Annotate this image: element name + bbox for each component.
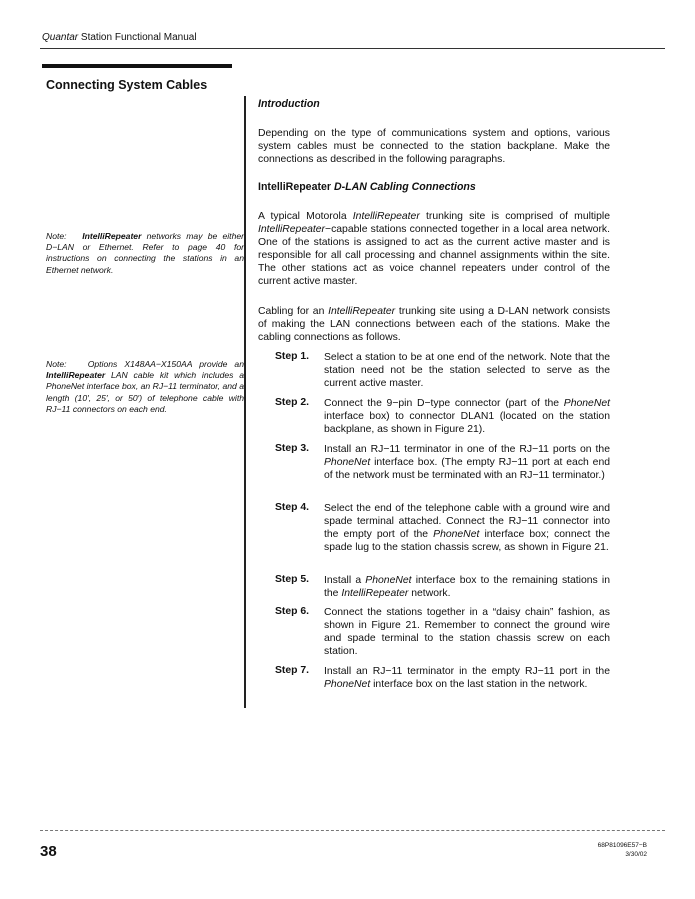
note-text: networks may be either D−LAN or Ethernet. Refer to page 40 for instructions on connecting the stations in an Ethernet network. [46, 231, 244, 275]
section-title: Connecting System Cables [46, 78, 208, 92]
header-title: Station Functional Manual [80, 32, 197, 43]
step-6-text: Connect the stations together in a “daisy chain” fashion, as shown in Figure 21. Remember to connect the ground wire and spade terminal to the station chassis screw on each station. [324, 607, 610, 657]
step-7-label: Step 7. [275, 665, 310, 676]
step-2-text: Connect the 9−pin D−type connector (part of the PhoneNet interface box) to connector DLAN1 (located on the station backplane, as shown in Figure 21). [324, 398, 610, 435]
header-rule [40, 48, 665, 49]
intro-paragraph: Depending on the type of communications system and options, various system cables must be connected to the station backplane. Make the connections as described in the following paragraphs. [258, 128, 610, 165]
column-rule [244, 96, 246, 708]
note-brand: IntelliRepeater [82, 231, 142, 241]
step-4-label: Step 4. [275, 502, 310, 513]
dlan-heading: IntelliRepeater D-LAN Cabling Connections [258, 181, 476, 193]
step-1-text: Select a station to be at one end of the network. Note that the station need not be the station selected to serve as the current active master. [324, 352, 610, 389]
step-3-text: Install an RJ−11 terminator in one of the RJ−11 ports on the PhoneNet interface box. (The empty RJ−11 port at each end of the network must be terminated with an RJ−11 terminator.) [324, 444, 610, 481]
step-4-text: Select the end of the telephone cable with a ground wire and spade terminal attached. Connect the RJ−11 connector into the empty port of the PhoneNet interface box; connect the spade lug to the station chassis screw, as shown in Figure 21. [324, 503, 610, 553]
side-note-network [46, 231, 244, 276]
dlan-paragraph-2: Cabling for an IntelliRepeater trunking site using a D-LAN network consists of making the LAN connections between each of the stations. Make the cabling connections as follows. [258, 306, 611, 343]
footer-rule [40, 830, 665, 832]
dlan-paragraph-1: A typical Motorola IntelliRepeater trunking site is comprised of multiple IntelliRepeater−capable stations connected together in a local area network. One of the stations is assigned to act as the current active master and is responsible for all call processing and channel assignments within the site. The other stations act as voice channel repeaters under control of the current active master. [258, 211, 610, 287]
step-7-text: Install an RJ−11 terminator in the empty RJ−11 port in the PhoneNet interface box on the last station in the network. [324, 666, 610, 690]
doc-number: 68P81096E57−B [597, 842, 647, 849]
section-bar [42, 64, 232, 68]
note-label: Note: [46, 359, 67, 369]
step-3-label: Step 3. [275, 443, 310, 454]
step-1-label: Step 1. [275, 351, 310, 362]
step-5-label: Step 5. [275, 574, 310, 585]
intro-heading: Introduction [258, 98, 320, 110]
note-text: Options X148AA−X150AA provide an [87, 359, 244, 369]
note-label: Note: [46, 231, 67, 241]
doc-date: 3/30/02 [625, 851, 647, 858]
page-number: 38 [40, 843, 57, 860]
side-note-cable-kit [46, 359, 244, 415]
step-5-text: Install a PhoneNet interface box to the remaining stations in the IntelliRepeater network. [324, 575, 611, 599]
note-text-2: LAN cable kit which includes a PhoneNet interface box, an RJ−11 terminator, and a length (10′, 25′, or 50′) of telephone cable with RJ−11 connectors on each end. [46, 370, 245, 414]
note-brand: IntelliRepeater [46, 370, 106, 381]
header-brand: Quantar [42, 32, 79, 43]
running-header [42, 32, 197, 43]
step-2-label: Step 2. [275, 397, 310, 408]
step-6-label: Step 6. [275, 606, 310, 617]
